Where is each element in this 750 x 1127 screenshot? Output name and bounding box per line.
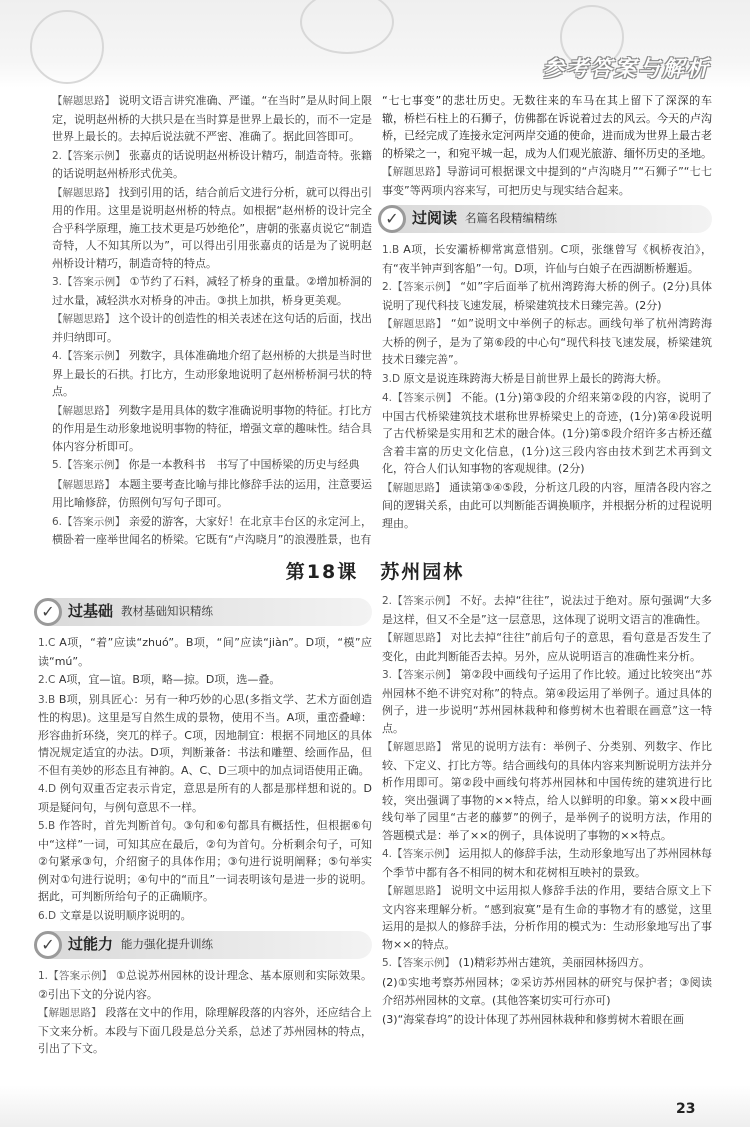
answer-item xyxy=(38,634,372,670)
item-text: “如”说明文中举例子的标志。画线句举了杭州湾跨海大桥的例子，是为了第⑥段的中心句“现代科技飞速发展，桥梁建筑技术日臻完善”。 xyxy=(382,317,713,366)
item-tag: 1.【答案示例】 xyxy=(38,970,113,982)
top-right-column xyxy=(382,92,712,533)
answer-item xyxy=(382,370,712,389)
check-icon: ✓ xyxy=(34,598,62,626)
section-header-yuedu: ✓ 过阅读 名篇名段精编精练 xyxy=(382,205,712,233)
answer-item xyxy=(38,671,372,690)
answer-item xyxy=(38,907,372,926)
item-text: 说明文中运用拟人修辞手法的作用，要结合原文上下文内容来理解分析。“感到寂寞”是有生命的事物才有的感觉，这里运用的是拟人的修辞手法，分析作用的模式为：生动形象地写出了事物××的特点。 xyxy=(382,884,713,951)
item-text: 不好。去掉“往往”，说法过于绝对。原句强调“大多是这样，但又不全是”这一层意思，这体现了说明文语言的准确性。 xyxy=(382,594,712,626)
item-tag: 【解题思路】 xyxy=(382,481,446,494)
answer-item xyxy=(382,666,712,737)
answer-item xyxy=(52,92,372,146)
answer-item xyxy=(382,974,712,1010)
answer-item xyxy=(382,389,712,478)
section-header-jichu: ✓ 过基础 教材基础知识精练 xyxy=(38,598,372,626)
item-tag: 6.【答案示例】 xyxy=(52,515,126,528)
answer-item xyxy=(382,278,712,314)
item-tag: 3.D xyxy=(382,372,401,385)
item-text: 你是一本教科书 书写了中国桥梁的历史与经典 xyxy=(128,458,360,471)
item-tag: 【解题思路】 xyxy=(382,885,448,897)
item-text: ①总说苏州园林的设计理念、基本原则和实际效果。②引出下文的分说内容。 xyxy=(38,969,372,1001)
answer-item xyxy=(38,967,372,1003)
answer-item xyxy=(52,184,372,273)
answer-item xyxy=(382,1011,712,1030)
answer-item xyxy=(382,738,712,844)
item-text: 张嘉贞的话说明赵州桥设计精巧，制造奇特。张籍的话说明赵州桥形式优美。 xyxy=(52,148,372,180)
item-tag: 2.【答案示例】 xyxy=(382,595,457,607)
item-text: 列数字，具体准确地介绍了赵州桥的大拱是当时世界上最长的石拱。打比方，生动形象地说明了赵州桥桥洞弓状的特点。 xyxy=(52,349,372,398)
footer-band xyxy=(0,1085,750,1127)
answer-item xyxy=(52,147,372,183)
answer-item xyxy=(38,780,372,816)
decorative-circle xyxy=(300,0,394,54)
item-tag: 2.【答案示例】 xyxy=(52,149,126,162)
item-text: 列数字是用具体的数字准确说明事物的特征。打比方的作用是生动形象地说明事物的特征，增强文章的趣味性。结合具体内容分析即可。 xyxy=(52,403,373,453)
item-text: 例句双重否定表示肯定，意思是所有的人都是那样想和说的。D项是疑问句，与例句意思不一样。 xyxy=(38,782,373,814)
item-text: (2)①实地考察苏州园林；②采访苏州园林的研究与保护者；③阅读介绍苏州园林的文章。(其他答案切实可行亦可) xyxy=(382,975,712,1007)
answer-item xyxy=(382,845,712,881)
item-text: 本题主要考查比喻与排比修辞手法的运用，注意要运用比喻修辞，仿照例句写句子即可。 xyxy=(52,477,373,509)
item-text: 运用拟人的修辞手法，生动形象地写出了苏州园林每个季节中都有各不相同的树木和花树相互映衬的景致。 xyxy=(382,847,712,879)
answer-item xyxy=(382,592,712,628)
bottom-right-column xyxy=(382,592,712,1030)
answer-item xyxy=(52,402,372,456)
section-header-nengli: ✓ 过能力 能力强化提升训练 xyxy=(38,931,372,959)
item-tag: 1.B xyxy=(382,244,400,256)
page-number: 23 xyxy=(676,1101,696,1117)
item-tag: 5.【答案示例】 xyxy=(52,459,126,471)
item-text: 第②段中画线句子运用了作比较。通过比较突出“苏州园林不绝不讲究对称”的特点。第④段运用了举例子。通过具体的例子，进一步说明“苏州园林栽种和修剪树木也着眼在画意”这一特点。 xyxy=(382,668,712,735)
item-text: A项，“着”应读“zhuó”。B项，“间”应读“jiàn”。D项，“模”应读“mú”。 xyxy=(38,636,372,668)
answer-item xyxy=(52,513,372,549)
answer-item xyxy=(382,241,712,277)
item-tag: 【解题思路】 xyxy=(52,404,116,417)
item-tag: 【解题思路】 xyxy=(52,95,116,107)
header-title: 参考答案与解析 xyxy=(541,57,710,82)
item-text: “如”字后面举了杭州湾跨海大桥的例子。(2分)具体说明了现代科技飞速发展，桥梁建筑技术日臻完善。(2分) xyxy=(382,280,712,312)
item-tag: 6.D xyxy=(38,909,57,922)
item-tag: 4.【答案示例】 xyxy=(382,848,456,860)
item-tag: 【解题思路】 xyxy=(382,632,448,644)
item-tag: 【解题思路】 xyxy=(382,741,448,753)
header-banner xyxy=(0,0,750,88)
item-text: 亲爱的游客，大家好！在北京丰台区的永定河上，横卧着一座举世闻名的桥梁。它既有“卢沟晓月”的浪漫胜景，也有 xyxy=(52,514,372,546)
answer-item xyxy=(38,691,372,780)
item-text: (1)精彩苏州古建筑，美丽园林扬四方。 xyxy=(458,956,651,969)
item-text: 通读第③④⑤段，分析这几段的内容，厘清各段内容之间的逻辑关系，由此可以判断能否调换顺序，并根据分析的过程说明理由。 xyxy=(382,480,712,530)
item-tag: 2.C xyxy=(38,674,56,686)
answer-item xyxy=(52,476,372,512)
item-tag: 4.【答案示例】 xyxy=(52,350,126,362)
lesson-title: 第18课 苏州园林 xyxy=(285,561,465,583)
item-tag: 2.【答案示例】 xyxy=(382,281,457,293)
item-text: B项，别具匠心：另有一种巧妙的心思(多指文学、艺术方面创造性的构思)。这里是写自然生成的景物，使用不当。A项，重峦叠嶂：形容曲折环绕，突兀的样子。C项，因地制宜：根据不同地区的具体情况规定适宜的办法。D项，判断兼备：书法和雕塑、绘画作品，但不但有美妙的形态且有神韵。A、C、D三项中的加点词语使用正确。 xyxy=(38,692,372,777)
answer-item xyxy=(52,310,372,346)
answer-item xyxy=(52,456,372,475)
item-tag: 【解题思路】 xyxy=(382,318,448,330)
answer-item xyxy=(382,315,712,369)
item-tag: 5.B xyxy=(38,820,56,832)
item-text: 找到引用的话，结合前后文进行分析，就可以得出引用的作用。这里是说明赵州桥的特点。如根据“赵州桥的设计完全合乎科学原理，施工技术更是巧妙绝伦”，唐朝的张嘉贞说它“制造奇特，人不知其所以为”，可以得出引用张嘉贞的话是为了说明赵州桥设计精巧，制造奇特的特点。 xyxy=(52,185,373,270)
top-left-column xyxy=(52,92,372,550)
item-tag: 【解题思路】 xyxy=(52,186,116,199)
item-tag: 3.【答案示例】 xyxy=(52,276,126,288)
item-tag: 【解题思路】 xyxy=(52,313,116,325)
answer-explanation: 【解题思路】导游词可根据课文中提到的“卢沟晓月”“石狮子”“七七事变”等两项内容来写，可把历史与现实结合起来。 xyxy=(382,165,713,197)
item-text: A项，宜—谊。B项，略—掠。D项，选—叠。 xyxy=(58,673,281,686)
item-text: 作答时，首先判断首句。③句和⑥句都具有概括性，但根据⑥句中“这样”一词，可知其应在最后，②句为首句。分析剩余句子，可知②句紧承③句，介绍窗子的具体作用；③句进行说明阐释；⑤句举实例对①句进行说明；④句中的“而且”一词表明该句是进一步的说明。据此，可判断所给句子的正确顺序。 xyxy=(38,819,372,903)
bottom-left-column xyxy=(38,592,372,1059)
check-icon: ✓ xyxy=(378,205,406,233)
decorative-circle xyxy=(30,10,104,84)
item-tag: 【解题思路】 xyxy=(52,478,116,491)
answer-item xyxy=(382,954,712,973)
item-text: 原文是说连珠跨海大桥是目前世界上最长的跨海大桥。 xyxy=(403,371,668,385)
item-tag: 3.B xyxy=(38,693,56,706)
item-text: 不能。(1分)第③段的介绍来第②段的内容，说明了中国古代桥梁建筑技术堪称世界桥梁史上的奇迹，(1分)第④段说明了古代桥梁是实用和艺术的融合体。(1分)第⑤段介绍许多古桥还蕴含着丰富的历史文化信息，(1分)这三段内容由技术到艺术再到文化，符合人们认知事物的客观规律。(2分) xyxy=(382,391,712,475)
answer-item xyxy=(382,882,712,953)
item-text: A项，长安灞桥柳常寓意惜别。C项，张继曾写《枫桥夜泊》，有“夜半钟声到客船”一句。D项，许仙与白娘子在西湖断桥邂逅。 xyxy=(382,243,712,275)
item-text: 常见的说明方法有：举例子、分类别、列数字、作比较、下定义、打比方等。结合画线句的具体内容来判断说明方法并分析作用即可。第②段中画线句将苏州园林和中国传统的建筑进行比较，突出强调了事物的××特点，给人以鲜明的印象。第××段中画线句举了园里“古老的藤萝”的例子，是举例子的说明方法，作用的答题模式是：举了××的例子，具体说明了事物的××特点。 xyxy=(382,740,713,842)
item-tag: 1.C xyxy=(38,637,56,649)
answer-item xyxy=(52,273,372,309)
answer-item xyxy=(382,629,712,665)
item-text: 说明文语言讲究准确、严谨。“在当时”是从时间上限定，说明赵州桥的大拱只是在当时算是世界上最长的，而不一定是世界上最长的。去掉后说法就不严密、准确了。据此回答即可。 xyxy=(52,94,372,143)
item-tag: 5.【答案示例】 xyxy=(382,957,456,969)
item-tag: 3.【答案示例】 xyxy=(382,669,457,681)
item-tag: 4.D xyxy=(38,783,57,795)
item-text: (3)“海棠春坞”的设计体现了苏州园林栽种和修剪树木着眼在画 xyxy=(382,1012,684,1026)
answer-item xyxy=(382,479,712,533)
answer-item xyxy=(52,347,372,401)
item-tag: 4.【答案示例】 xyxy=(382,392,458,404)
item-text: 段落在文中的作用，除理解段落的内容外，还应结合上下文来分析。本段与下面几段是总分关系，总述了苏州园林的特点，引出了下文。 xyxy=(38,1006,373,1055)
item-text: 这个设计的创造性的相关表述在这句话的后面，找出并归纳即可。 xyxy=(52,312,373,344)
answer-item xyxy=(38,1004,372,1058)
item-text: ①节约了石料，减轻了桥身的重量。②增加桥洞的过水量，减轻洪水对桥身的冲击。③拱上加拱，桥身更美观。 xyxy=(52,275,372,307)
answer-item xyxy=(38,817,372,906)
answer-continuation: “七七事变”的悲壮历史。无数往来的车马在其上留下了深深的车辙，桥栏石柱上的石狮子，仿佛都在诉说着过去的风云。今天的卢沟桥，已经完成了连接永定河两岸交通的使命，进而成为世界上最古老的桥梁之一，和宛平城一起，成为人们观光旅游、缅怀历史的圣地。 xyxy=(382,94,712,160)
item-text: 对比去掉“往往”前后句子的意思，看句意是否发生了变化，由此判断能否去掉。另外，应从说明语言的准确性来分析。 xyxy=(382,631,713,663)
check-icon: ✓ xyxy=(34,931,62,959)
item-text: 文章是以说明顺序说明的。 xyxy=(59,908,192,922)
item-tag: 【解题思路】 xyxy=(38,1007,102,1019)
